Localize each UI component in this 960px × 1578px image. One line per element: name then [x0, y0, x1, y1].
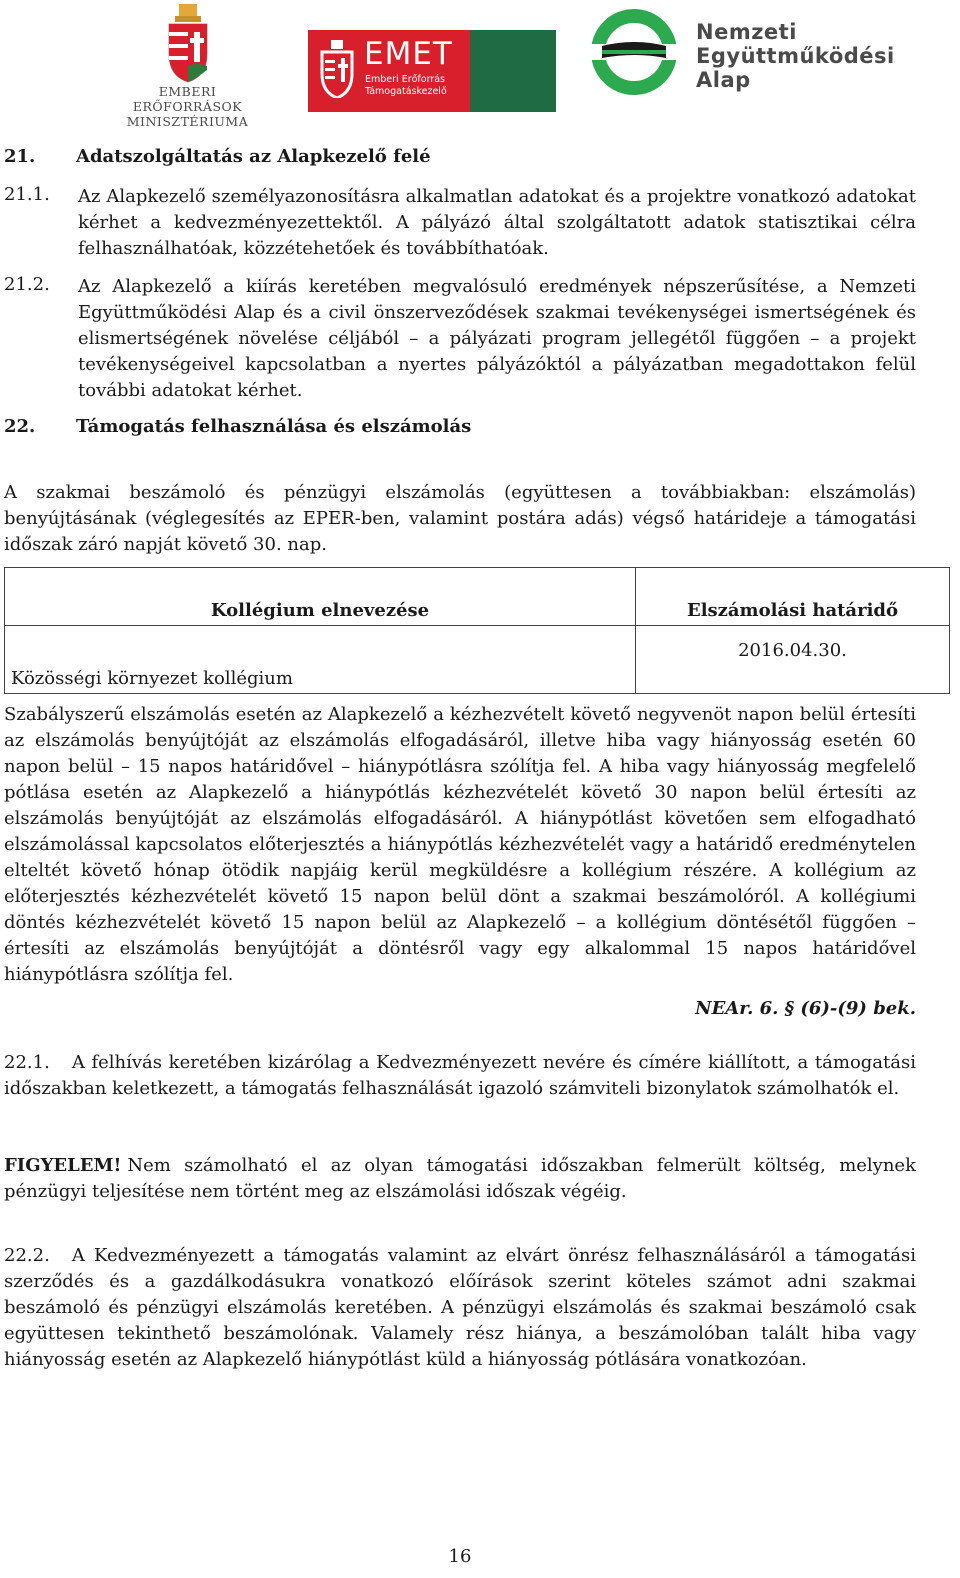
table-cell-kollegium: Közösségi környezet kollégium [5, 626, 636, 694]
section-22-2-text: A Kedvezményezett a támogatás valamint az elvárt önrész felhasználásáról a támogatási szerződés és a gazdálkodásukra vonatkozó előírások szerint köteles számot adni szakmai beszámoló és pénzügyi elszámolás keretében. A pénzügyi elszámolás és szakmai beszámoló csak együttesen tekinthető beszámolónak. Valamely rész hiánya, a beszámolóban talált hiba vagy hiányosság esetén az Alapkezelő hiánypótlást küld a hiányosság pótlására vonatkozóan. [4, 1245, 916, 1370]
emet-logo-sub1: Emberi Erőforrás [365, 74, 445, 85]
section-21-number: 21. [4, 146, 36, 167]
page-number: 16 [448, 1546, 472, 1567]
section-22-1 [4, 1050, 916, 1102]
nea-logo-line3: Alap [696, 68, 751, 92]
emet-logo-green-block [470, 30, 556, 112]
section-22-intro: A szakmai beszámoló és pénzügyi elszámolás (együttesen a továbbiakban: elszámolás) benyújtásának (véglegesítés az EPER-ben, valamint postára adás) végső határideje a támogatási időszak záró napját követő 30. nap. [4, 482, 916, 555]
section-22-2-number: 22.2. [4, 1245, 50, 1266]
section-22-rules: Szabályszerű elszámolás esetén az Alapkezelő a kézhezvételt követő negyvenöt napon belül értesíti az elszámolás benyújtóját az elszámolás elfogadásáról, illetve hiba vagy hiányosság esetén 60 napon belül – 15 napos határidővel – hiánypótlásra szólítja fel. A hiba vagy hiányosság megfelelő pótlása esetén az Alapkezelő a hiánypótlás kézhezvételét követő 30 napon belül értesíti az elszámolás benyújtóját az elszámolás elfogadásáról. A hiánypótlást követően sem elfogadható elszámolással kapcsolatos előterjesztés a hiánypótlás kézhezvételét vagy a határidő eredménytelen elteltét követő hónap ötödik napjáig kerül megküldésre a kollégium részére. A kollégium az előterjesztés kézhezvételét követő 15 napon belül dönt a szakmai beszámolóról. A kollégiumi döntés kézhezvételét követő 15 napon belül az Alapkezelő – a kollégium döntésétől függően –értesíti az elszámolás benyújtóját a döntésről vagy egy alkalommal 15 napos határidővel hiánypótlásra szólítja fel. [4, 704, 916, 985]
emet-coat-of-arms-icon [320, 40, 354, 98]
header-logos [0, 0, 960, 129]
legal-reference: NEAr. 6. § (6)-(9) bek. [695, 998, 916, 1019]
section-21-1-number: 21.1. [4, 184, 50, 205]
nea-circle-icon [588, 6, 680, 98]
emmi-logo [105, 4, 270, 129]
emmi-logo-line2: MINISZTÉRIUMA [126, 114, 249, 129]
table-cell-hatarido: 2016.04.30. [636, 626, 950, 694]
section-22-2 [4, 1243, 916, 1373]
table-header-row [5, 568, 950, 626]
hungarian-coat-of-arms-icon [165, 4, 211, 84]
emet-logo-subtitle [365, 74, 447, 98]
table-header-kollegium: Kollégium elnevezése [5, 568, 636, 626]
warning-text: Nem számolható el az olyan támogatási időszakban felmerült költség, melynek pénzügyi teljesítése nem történt meg az elszámolási időszak végéig. [4, 1155, 916, 1202]
nea-logo [588, 6, 908, 106]
section-21-2-text: Az Alapkezelő a kiírás keretében megvalósuló eredmények népszerűsítése, a Nemzeti Együttműködési Alap és a civil önszerveződések szakmai tevékenységei ismertségének és elismertségének növelése céljából – a pályázati program jellegétől függően – a projekt tevékenységeivel kapcsolatban a nyertes pályázóktól a pályázatban megadottakon felül további adatokat kérhet. [78, 276, 916, 401]
table-header-hatarido: Elszámolási határidő [636, 568, 950, 626]
section-21-1-text: Az Alapkezelő személyazonosításra alkalmatlan adatokat és a projektre vonatkozó adatokat kérhet a kedvezményezettektől. A pályázó által szolgáltatott adatok statisztikai célra felhasználhatóak, közzétehetőek és továbbíthatóak. [78, 186, 916, 259]
nea-logo-text [696, 20, 895, 92]
nea-logo-line1: Nemzeti [696, 20, 797, 44]
emet-logo-red-block [308, 30, 470, 112]
section-22-1-text: A felhívás keretében kizárólag a Kedvezményezett nevére és címére kiállított, a támogatási időszakban keletkezett, a támogatás felhasználását igazoló számviteli bizonylatok számolhatók el. [4, 1052, 916, 1099]
emet-logo-sub2: Támogatáskezelő [365, 86, 447, 97]
section-22-number: 22. [4, 416, 36, 437]
emet-logo [308, 30, 556, 112]
section-21-2-number: 21.2. [4, 274, 50, 295]
section-22-1-number: 22.1. [4, 1052, 50, 1073]
nea-logo-line2: Együttműködési [696, 44, 895, 68]
emmi-logo-line1: EMBERI ERŐFORRÁSOK [132, 84, 243, 114]
section-22-title: Támogatás felhasználása és elszámolás [76, 416, 472, 437]
warning-paragraph [4, 1153, 916, 1205]
warning-label: FIGYELEM! [4, 1155, 122, 1176]
emet-logo-title: EMET [364, 36, 453, 72]
table-row [5, 626, 950, 694]
section-21-title: Adatszolgáltatás az Alapkezelő felé [76, 146, 431, 167]
deadline-table [4, 567, 950, 694]
